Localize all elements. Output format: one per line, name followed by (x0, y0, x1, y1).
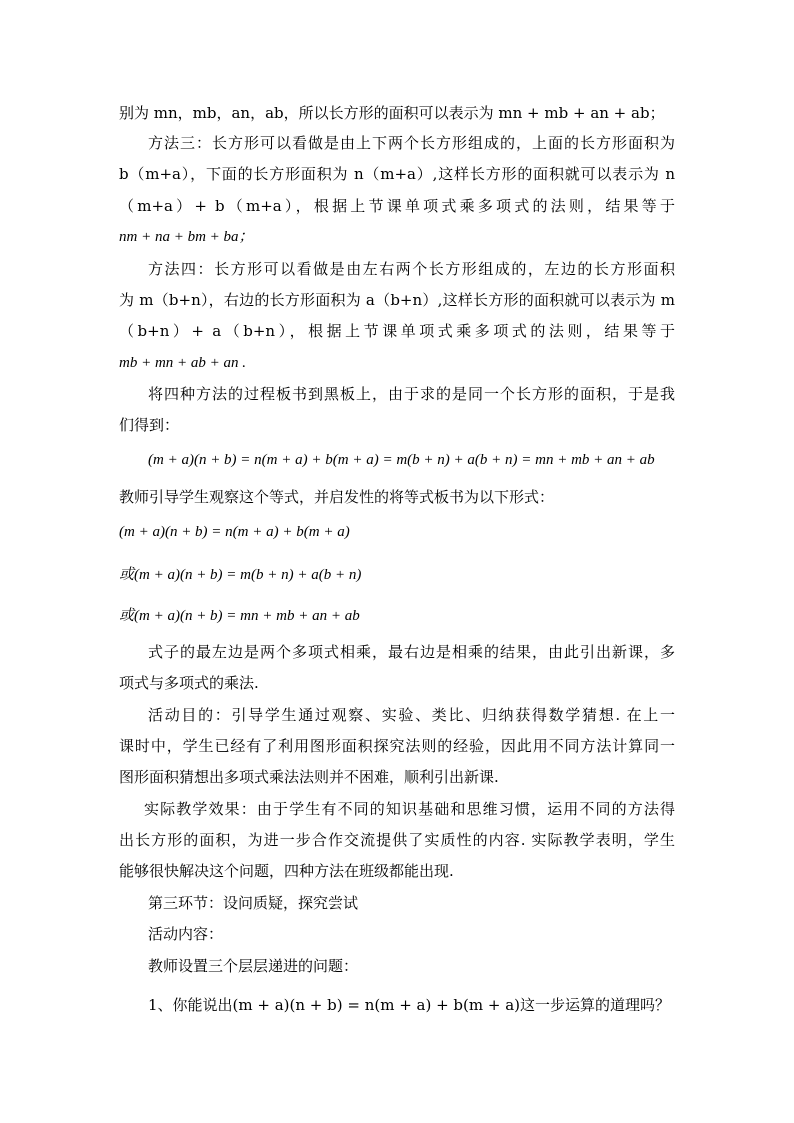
math-expression: nm + na + bm + ba； (119, 229, 254, 245)
text-line: （m+a）+ b（m+a），根据上节课单项式乘多项式的法则，结果等于 (119, 197, 675, 215)
text-line: 能够很快解决这个问题，四种方法在班级都能出现. (119, 862, 454, 880)
text-line: 出长方形的面积，为进一步合作交流提供了实质性的内容. 实际教学表明，学生 (119, 831, 675, 849)
paragraph-teaching-effect: 实际教学效果：由于学生有不同的知识基础和思维习惯，运用不同的方法得 (144, 800, 675, 818)
paragraph-conclusion: 式子的最左边是两个多项式相乘，最右边是相乘的结果，由此引出新课，多 (148, 643, 675, 661)
paragraph-method-four: 方法四：长方形可以看做是由左右两个长方形组成的，左边的长方形面积 (148, 260, 675, 278)
equation-form-3: 或(m + a)(n + b) = mn + mb + an + ab (119, 608, 360, 624)
paragraph-method-three: 方法三：长方形可以看做是由上下两个长方形组成的，上面的长方形面积为 (148, 134, 675, 152)
section-heading: 第三环节：设问质疑，探究尝试 (148, 894, 359, 912)
text-line: 图形面积猜想出多项式乘法法则并不困难，顺利引出新课. (119, 768, 499, 786)
text-line: （b+n）+ a（b+n），根据上节课单项式乘多项式的法则，结果等于 (119, 322, 675, 340)
text-line: 别为 mn，mb，an，ab，所以长方形的面积可以表示为 mn + mb + an + ab； (119, 104, 665, 122)
text-line: 们得到： (119, 416, 180, 434)
math-expression: mb + mn + ab + an . (119, 355, 247, 371)
text-line: 项式与多项式的乘法. (119, 674, 259, 692)
question-1: 1、你能说出(m + a)(n + b) = n(m + a) + b(m + a)这一步运算的道理吗？ (148, 996, 671, 1014)
paragraph-board: 将四种方法的过程板书到黑板上，由于求的是同一个长方形的面积，于是我 (148, 385, 675, 403)
text-line: b（m+a），下面的长方形面积为 n（m+a）,这样长方形的面积就可以表示为 n (119, 165, 675, 183)
text-line: 活动内容： (148, 925, 224, 943)
paragraph-activity-goal: 活动目的：引导学生通过观察、实验、类比、归纳获得数学猜想. 在上一 (148, 706, 675, 724)
equation-form-1: (m + a)(n + b) = n(m + a) + b(m + a) (119, 524, 350, 540)
text-line: 为 m（b+n），右边的长方形面积为 a（b+n）,这样长方形的面积就可以表示为 m (119, 291, 675, 309)
text-line: 教师引导学生观察这个等式，并启发性的将等式板书为以下形式： (119, 488, 555, 506)
equation-main: (m + a)(n + b) = n(m + a) + b(m + a) = m(b + n) + a(b + n) = mn + mb + an + ab (148, 452, 655, 468)
text-line: 教师设置三个层层递进的问题： (148, 957, 359, 975)
text-line: 课时中，学生已经有了利用图形面积探究法则的经验，因此用不同方法计算同一 (119, 737, 675, 755)
equation-form-2: 或(m + a)(n + b) = m(b + n) + a(b + n) (119, 567, 362, 583)
